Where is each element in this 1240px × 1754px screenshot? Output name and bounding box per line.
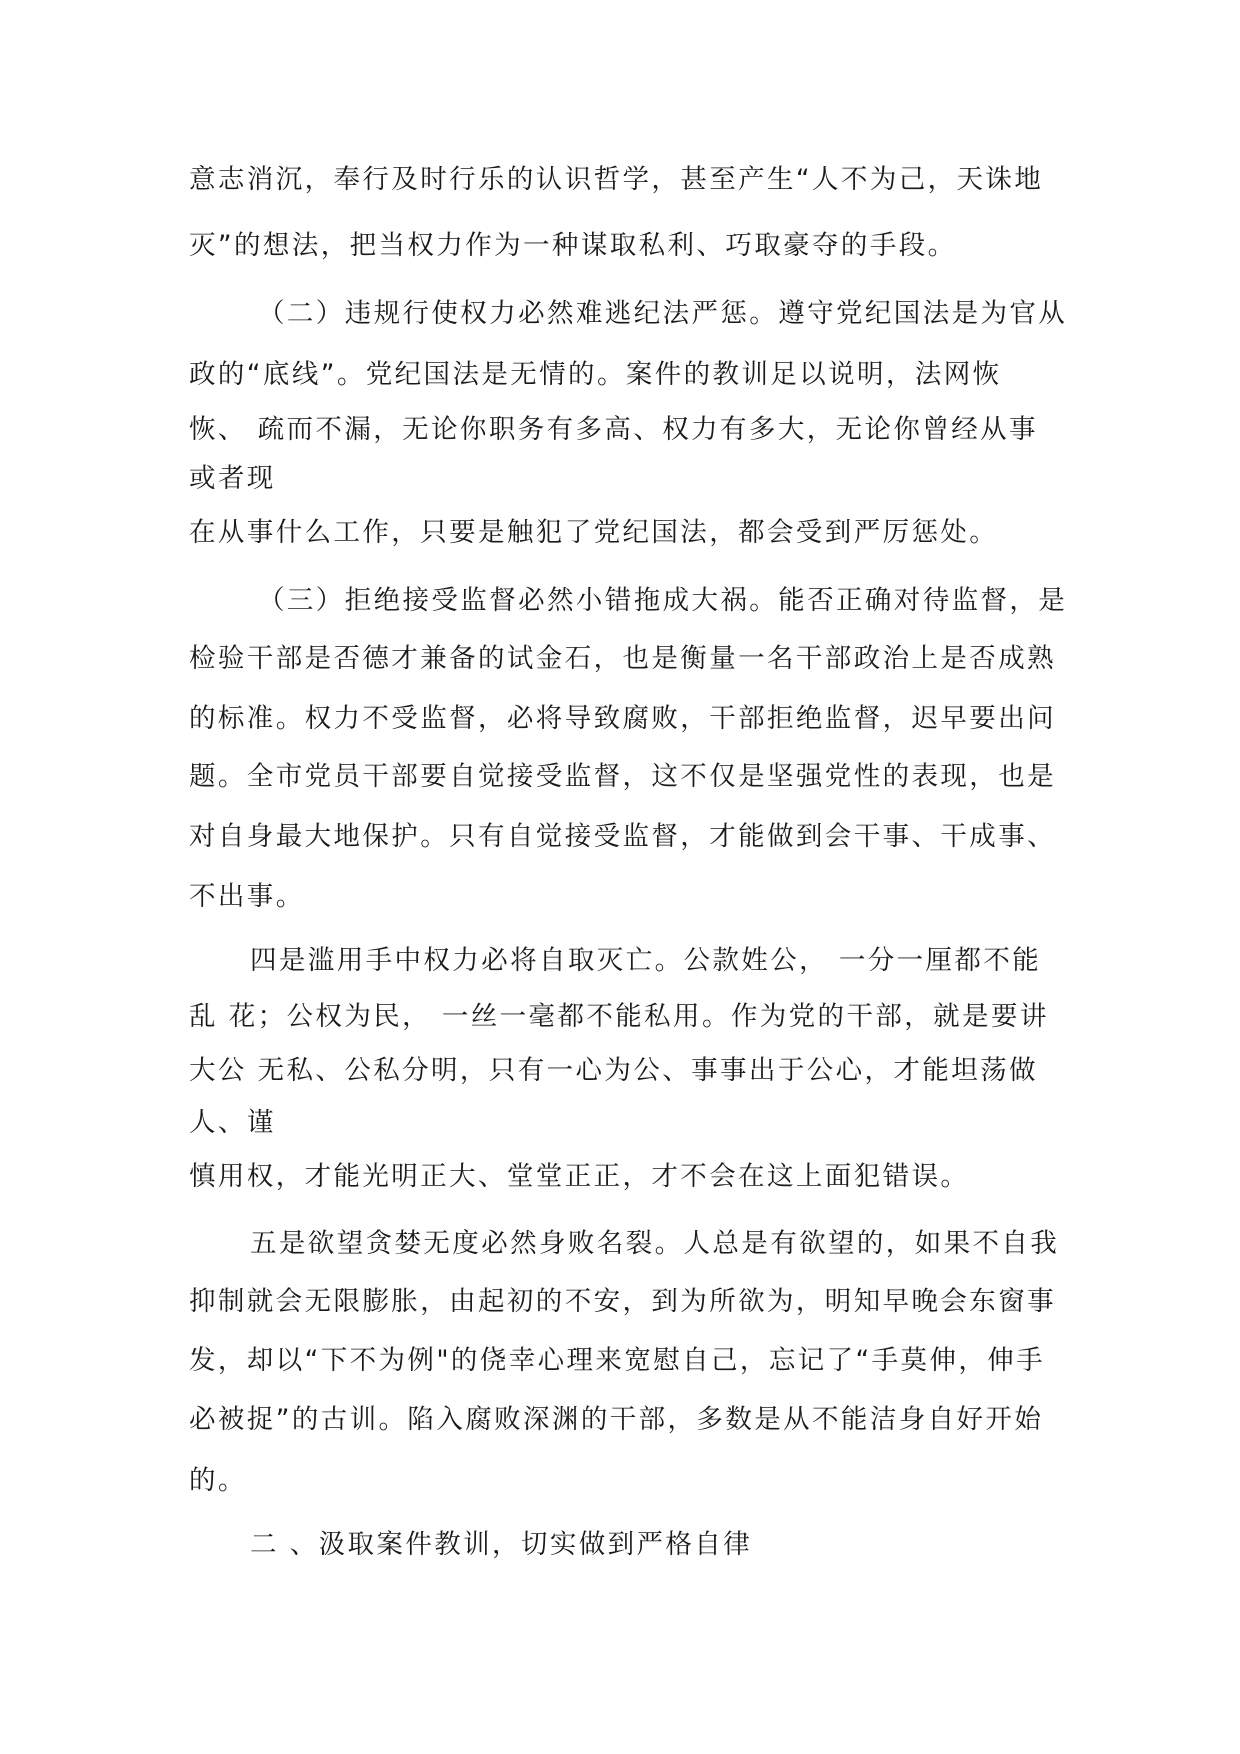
text-line: 发，却以“下不为例"的侥幸心理来宽慰自己，忘记了“手莫伸，伸手 — [189, 1345, 1046, 1376]
text-line: （二）违规行使权力必然难逃纪法严惩。遵守党纪国法是为官从 — [258, 298, 1068, 329]
text-line: 在从事什么工作，只要是触犯了党纪国法，都会受到严厉惩处。 — [189, 517, 999, 548]
text-line: 人、谨 — [189, 1107, 276, 1138]
text-line: 灭”的想法，把当权力作为一种谋取私利、巧取豪夺的手段。 — [189, 230, 957, 261]
text-line: 乱 花；公权为民， 一丝一毫都不能私用。作为党的干部，就是要讲 — [189, 1001, 1049, 1032]
text-line: 抑制就会无限膨胀，由起初的不安，到为所欲为，明知早晚会东窗事 — [189, 1286, 1056, 1317]
text-line: 检验干部是否德才兼备的试金石，也是衡量一名干部政治上是否成熟 — [189, 643, 1056, 674]
section-heading: 二 、汲取案件教训，切实做到严格自律 — [250, 1529, 753, 1560]
text-line: 或者现 — [189, 463, 276, 494]
text-line: 的。 — [189, 1465, 247, 1496]
text-line: 题。全市党员干部要自觉接受监督，这不仅是坚强党性的表现，也是 — [189, 761, 1056, 792]
text-line: 慎用权，才能光明正大、堂堂正正，才不会在这上面犯错误。 — [189, 1161, 970, 1192]
text-line: 四是滥用手中权力必将自取灭亡。公款姓公， 一分一厘都不能 — [250, 945, 1042, 976]
text-line: 政的“底线”。党纪国法是无情的。案件的教训足以说明，法网恢 — [189, 359, 1002, 390]
text-line: 不出事。 — [189, 881, 305, 912]
text-line: 必被捉”的古训。陷入腐败深渊的干部，多数是从不能洁身自好开始 — [189, 1404, 1044, 1435]
text-line: 的标准。权力不受监督，必将导致腐败，干部拒绝监督，迟早要出问 — [189, 703, 1056, 734]
text-line: 对自身最大地保护。只有自觉接受监督，才能做到会干事、干成事、 — [189, 821, 1056, 852]
text-line: 大公 无私、公私分明，只有一心为公、事事出于公心，才能坦荡做 — [189, 1055, 1038, 1086]
text-line: （三）拒绝接受监督必然小错拖成大祸。能否正确对待监督，是 — [258, 585, 1068, 616]
text-line: 恢、 疏而不漏，无论你职务有多高、权力有多大，无论你曾经从事 — [189, 414, 1038, 445]
text-line: 五是欲望贪婪无度必然身败名裂。人总是有欲望的，如果不自我 — [250, 1228, 1060, 1259]
text-line: 意志消沉，奉行及时行乐的认识哲学，甚至产生“人不为己，天诛地 — [189, 164, 1044, 195]
